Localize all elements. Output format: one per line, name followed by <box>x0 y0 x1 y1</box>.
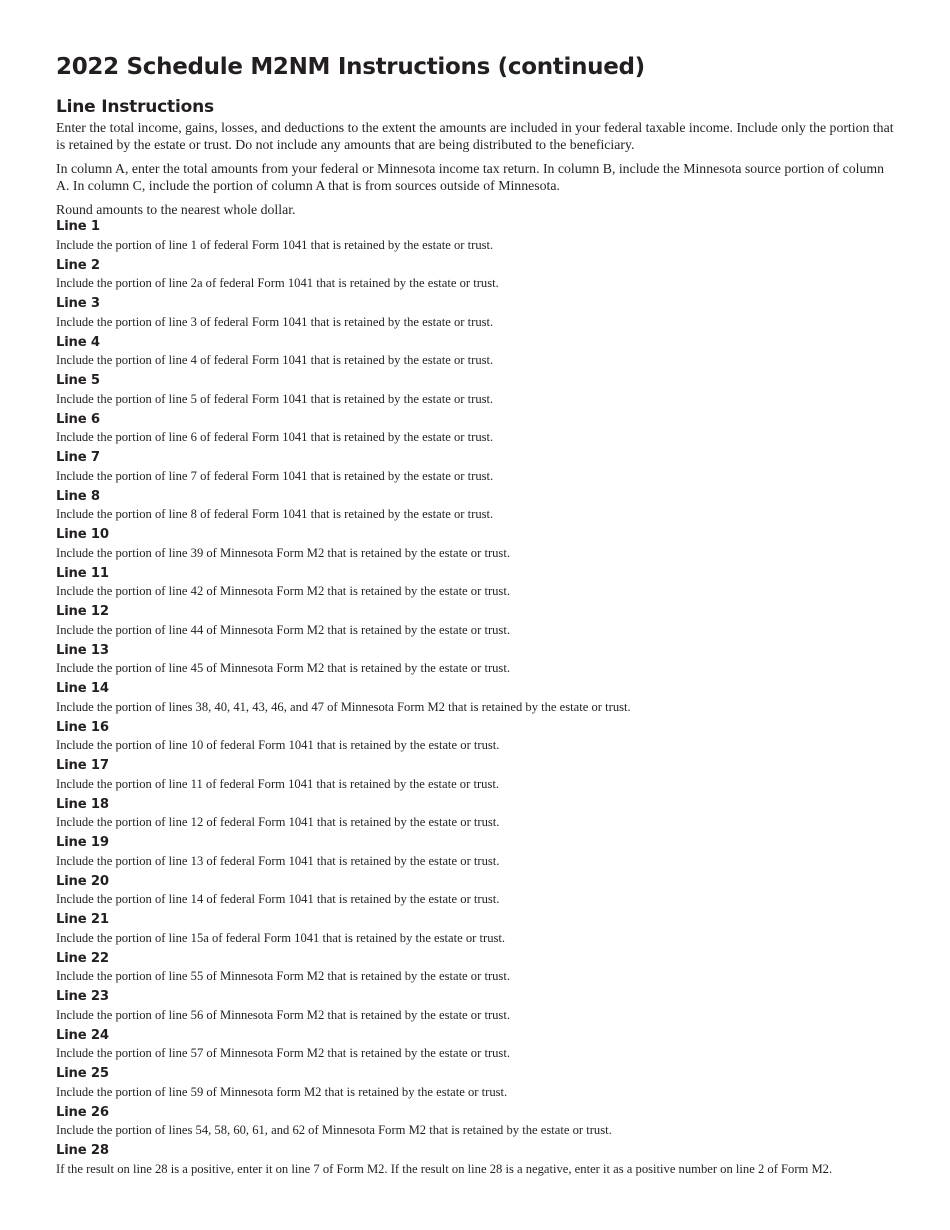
line-instruction <box>56 950 898 985</box>
intro-paragraph: Enter the total income, gains, losses, and deductions to the extent the amounts are included in your federal taxable income. Include only the portion that is retained by the estate or trust. Do not include any amounts that are being distributed to the beneficiary. <box>56 120 894 152</box>
line-heading: Line 7 <box>56 450 100 465</box>
intro <box>56 119 898 218</box>
line-instruction <box>56 1142 898 1177</box>
line-heading: Line 1 <box>56 219 100 234</box>
line-text: Include the portion of line 1 of federal Form 1041 that is retained by the estate or trust. <box>56 237 494 252</box>
line-instruction <box>56 526 898 561</box>
line-instruction <box>56 334 898 369</box>
line-heading: Line 3 <box>56 296 100 311</box>
line-instruction <box>56 796 898 831</box>
line-heading: Line 12 <box>56 604 109 619</box>
line-heading: Line 28 <box>56 1143 109 1158</box>
line-text: Include the portion of line 57 of Minnesota Form M2 that is retained by the estate or trust. <box>56 1046 510 1061</box>
line-text: Include the portion of line 59 of Minnesota form M2 that is retained by the estate or trust. <box>56 1084 508 1099</box>
line-text: Include the portion of line 44 of Minnesota Form M2 that is retained by the estate or trust. <box>56 622 510 637</box>
line-instructions-list <box>56 218 898 1177</box>
document-page <box>56 50 898 1181</box>
line-instruction <box>56 1065 898 1100</box>
line-text: Include the portion of line 39 of Minnesota Form M2 that is retained by the estate or trust. <box>56 545 510 560</box>
line-text: Include the portion of line 7 of federal Form 1041 that is retained by the estate or trust. <box>56 468 494 483</box>
line-heading: Line 25 <box>56 1066 109 1081</box>
line-instruction <box>56 873 898 908</box>
line-heading: Line 19 <box>56 835 109 850</box>
line-text: Include the portion of line 11 of federal Form 1041 that is retained by the estate or trust. <box>56 776 499 791</box>
line-heading: Line 13 <box>56 642 109 658</box>
intro-paragraph: In column A, enter the total amounts from your federal or Minnesota income tax return. In column B, include the Minnesota source portion of column A. In column C, include the portion of column A that is from sources outside of Minnesota. <box>56 161 884 193</box>
line-instruction <box>56 1104 898 1139</box>
line-instruction <box>56 449 898 484</box>
page-title: 2022 Schedule M2NM Instructions (continued) <box>56 54 645 80</box>
line-instruction <box>56 257 898 292</box>
line-text: Include the portion of line 3 of federal Form 1041 that is retained by the estate or trust. <box>56 314 494 329</box>
line-instruction <box>56 372 898 407</box>
line-heading: Line 26 <box>56 1104 109 1120</box>
line-instruction <box>56 642 898 677</box>
line-instruction <box>56 565 898 600</box>
line-instruction <box>56 834 898 869</box>
line-text: Include the portion of line 5 of federal Form 1041 that is retained by the estate or trust. <box>56 391 494 406</box>
line-text: Include the portion of line 14 of federal Form 1041 that is retained by the estate or trust. <box>56 892 500 907</box>
line-text: Include the portion of line 13 of federal Form 1041 that is retained by the estate or trust. <box>56 853 500 868</box>
line-text: Include the portion of line 2a of federal Form 1041 that is retained by the estate or trust. <box>56 276 499 291</box>
line-heading: Line 8 <box>56 488 100 504</box>
line-instruction <box>56 411 898 446</box>
section-heading: Line Instructions <box>56 97 214 117</box>
line-heading: Line 6 <box>56 411 100 427</box>
line-text: Include the portion of line 56 of Minnesota Form M2 that is retained by the estate or trust. <box>56 1007 510 1022</box>
line-heading: Line 5 <box>56 373 100 388</box>
line-heading: Line 20 <box>56 873 109 889</box>
line-heading: Line 22 <box>56 950 109 966</box>
line-text: Include the portion of line 6 of federal Form 1041 that is retained by the estate or trust. <box>56 430 494 445</box>
line-text: Include the portion of lines 54, 58, 60, 61, and 62 of Minnesota Form M2 that is retained by the estate or trust. <box>56 1123 612 1138</box>
intro-paragraph: Round amounts to the nearest whole dollar. <box>56 202 296 217</box>
line-instruction <box>56 603 898 638</box>
line-heading: Line 24 <box>56 1027 109 1043</box>
line-text: Include the portion of line 12 of federal Form 1041 that is retained by the estate or trust. <box>56 815 500 830</box>
line-text: Include the portion of line 45 of Minnesota Form M2 that is retained by the estate or trust. <box>56 661 510 676</box>
line-text: If the result on line 28 is a positive, enter it on line 7 of Form M2. If the result on line 28 is a negative, enter it as a positive number on line 2 of Form M2. <box>56 1161 833 1176</box>
line-instruction <box>56 719 898 754</box>
line-text: Include the portion of lines 38, 40, 41, 43, 46, and 47 of Minnesota Form M2 that is retained by the estate or trust. <box>56 699 631 714</box>
line-text: Include the portion of line 4 of federal Form 1041 that is retained by the estate or trust. <box>56 353 494 368</box>
line-heading: Line 10 <box>56 527 109 542</box>
line-heading: Line 14 <box>56 681 109 696</box>
line-text: Include the portion of line 10 of federal Form 1041 that is retained by the estate or trust. <box>56 738 500 753</box>
line-text: Include the portion of line 55 of Minnesota Form M2 that is retained by the estate or trust. <box>56 969 510 984</box>
line-heading: Line 2 <box>56 257 100 273</box>
line-instruction <box>56 488 898 523</box>
line-heading: Line 17 <box>56 758 109 773</box>
line-heading: Line 18 <box>56 796 109 812</box>
line-heading: Line 21 <box>56 912 109 927</box>
line-instruction <box>56 680 898 715</box>
line-instruction <box>56 757 898 792</box>
line-heading: Line 11 <box>56 565 109 581</box>
line-heading: Line 23 <box>56 989 109 1004</box>
line-heading: Line 4 <box>56 334 100 350</box>
line-instruction <box>56 911 898 946</box>
line-instruction <box>56 295 898 330</box>
line-instruction <box>56 218 898 253</box>
line-text: Include the portion of line 15a of federal Form 1041 that is retained by the estate or trust. <box>56 930 506 945</box>
line-instruction <box>56 988 898 1023</box>
line-heading: Line 16 <box>56 719 109 735</box>
line-text: Include the portion of line 8 of federal Form 1041 that is retained by the estate or trust. <box>56 507 494 522</box>
line-text: Include the portion of line 42 of Minnesota Form M2 that is retained by the estate or trust. <box>56 584 510 599</box>
line-instruction <box>56 1027 898 1062</box>
